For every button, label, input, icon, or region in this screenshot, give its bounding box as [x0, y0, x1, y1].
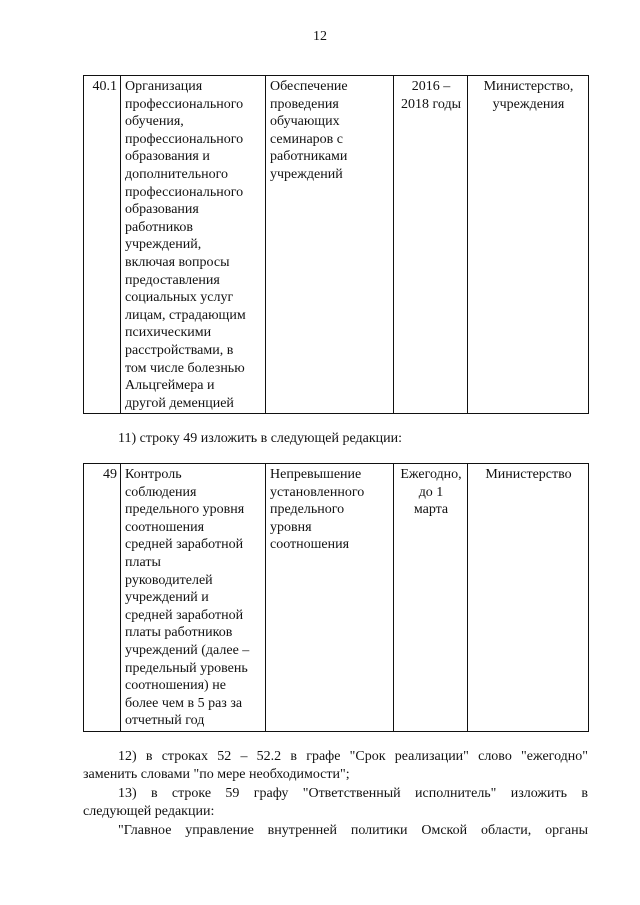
- term-cell: [394, 76, 468, 414]
- row-number: 49: [103, 467, 117, 482]
- activity-name: Контроль соблюдения предельного уровня соотношения средней заработной платы руководителей учреждений и средней заработной платы работников учреждений (далее – предельный уровень соотношения) не более чем в 5 раз за отчетный год: [125, 467, 250, 729]
- term-text: Ежегодно, до 1 марта: [400, 467, 462, 518]
- table-row: [84, 76, 589, 414]
- paragraph-12-line-2: заменить словами "по мере необходимости";: [83, 767, 350, 782]
- indicator-cell: [266, 76, 394, 414]
- indicator-text: Непревышение установленного предельного уровня соотношения: [270, 467, 365, 553]
- row-number: 40.1: [92, 79, 117, 94]
- table-row-49: [83, 463, 589, 732]
- paragraph-13-line-1: 13) в строке 59 графу "Ответственный исполнитель" изложить в: [118, 786, 588, 801]
- paragraph-11: 11) строку 49 изложить в следующей редакции:: [118, 431, 403, 446]
- paragraph-13-line-2: следующей редакции:: [83, 804, 215, 819]
- activity-name: Организация профессионального обучения, профессионального образования и дополнительного профессионального образования работников учреждений, включая вопросы предоставления социальных услуг лицам, страдающим психическими расстройствами, в том числе болезнью Альцгеймера и другой деменцией: [125, 79, 246, 411]
- responsible-text: Министерство, учреждения: [483, 79, 574, 112]
- term-text: 2016 – 2018 годы: [400, 79, 462, 112]
- row-number-cell: [84, 76, 121, 414]
- table-row: [84, 464, 589, 732]
- responsible-text: Министерство: [485, 467, 572, 482]
- activity-name-cell: [121, 76, 266, 414]
- responsible-cell: [468, 464, 589, 732]
- table-row-40-1: [83, 75, 589, 414]
- term-cell: [394, 464, 468, 732]
- row-number-cell: [84, 464, 121, 732]
- paragraph-14-line-1: "Главное управление внутренней политики Омской области, органы: [118, 823, 588, 838]
- indicator-text: Обеспечение проведения обучающих семинаров с работниками учреждений: [270, 79, 348, 182]
- indicator-cell: [266, 464, 394, 732]
- responsible-cell: [468, 76, 589, 414]
- activity-name-cell: [121, 464, 266, 732]
- page-number: 12: [313, 29, 327, 44]
- paragraph-12-line-1: 12) в строках 52 – 52.2 в графе "Срок реализации" слово "ежегодно": [118, 749, 588, 764]
